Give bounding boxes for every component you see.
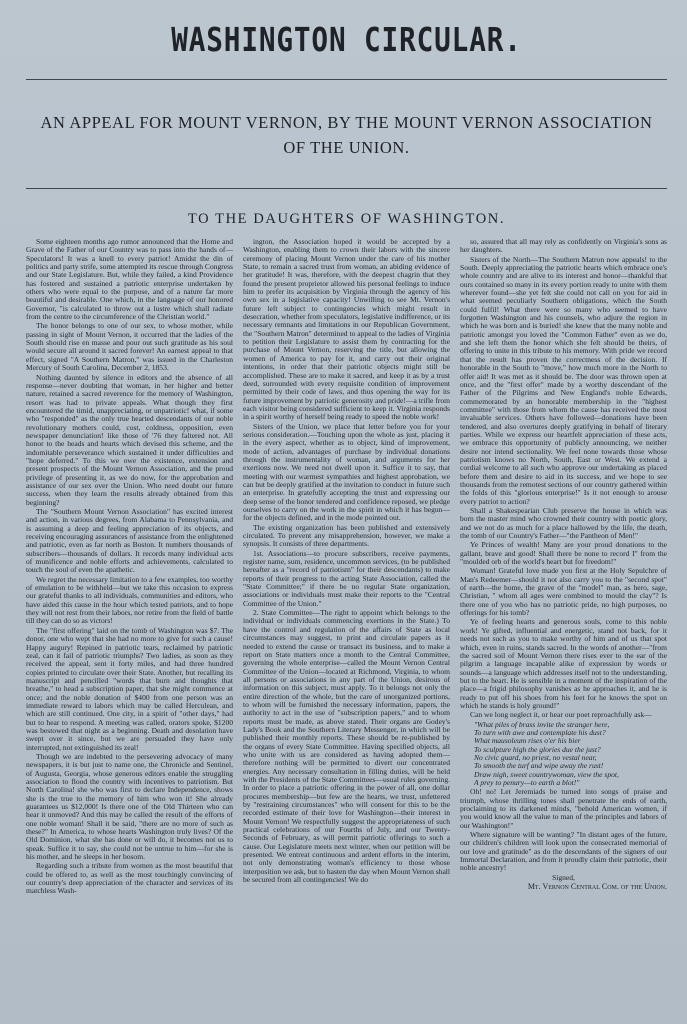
subtitle-line1: AN APPEAL FOR MOUNT VERNON, BY THE MOUNT VERNON ASSOCIATION	[40, 113, 653, 132]
signature: Mt. Vernon Central Com. of the Union.	[527, 882, 667, 892]
paragraph: "What piles of brass invite the stranger here, To turn with awe and contemplate his dust? What mausoleum rises o'er his bier To sculpture high the glories due the just? No civic guard, no priest, no vestal near, To smooth the turf and wipe away the rust! Draw nigh, sweet countrywoman, view the spot, A prey to penury—to earth a blot!"	[474, 719, 619, 787]
salutation: TO THE DAUGHTERS OF WASHINGTON.	[187, 211, 506, 227]
paragraph: Though we are indebted to the persevering advocacy of many newspapers, it is but just to name one, the Chronicle and Sentinel, of Augusta, Georgia, whose generous editors enable the struggling association to flood the country with incentives to patriotism. But North Carolina! she who was first to declare Independence, shows she is the true to the memory of him who won it! She already guarantees us $12,000! Is there one of the Old Thirteen who can hear it unmoved? And this may be called the result of the efforts of one noble woman! Shall it be said, "there are no more of such as these?" In America, to whose hearts Washington truly lives? Of the Old Dominion, what she has done or will do, it becomes not us to speak. Suffice it to say, she could not be untrue to him—for she is his mother, and he sleeps in her bosom.	[26, 751, 233, 862]
masthead-rule	[26, 79, 667, 80]
paragraph: Woman! Grateful love made you first at the Holy Sepulchre of Man's Redeemer—should it not also carry you to the "second spot" of earth—the home, the grave of the "model" man, as hero, sage, Christian, " whom all ages were combined to mould the clay"? Is there one of you who has no patriotic pride, no high purposes, no offerings for his tomb?	[460, 566, 667, 618]
column-3	[460, 238, 667, 897]
paragraph: Shall a Shakespearian Club preserve the house in which was born the master mind who crowned their country with poetic glory, and we not do as much for a place hallowed by the life, the death, the tomb of our Country's Father—"the Pantheon of Men!"	[460, 506, 667, 541]
paragraph: The honor belongs to one of our sex, to whose mother, while passing in sight of Mount Vernon, it occurred that the ladies of the South should rise en masse and pour out such gratitude as his soul would secure all around it sacred forever! An earnest appeal to that effect, signed "A Southern Matron," was issued in the Charleston Mercury of South Carolina, December 2, 1853.	[26, 321, 233, 373]
paragraph: Oh! no! Let Jeremiads be turned into songs of praise and triumph, whose thrilling tones shall penetrate the ends of earth, proclaiming to its darkened minds, "behold American women, if you would know all the value to man of the principles and labors of our Washington!"	[460, 787, 667, 830]
paragraph: 2. State Committee—The right to appoint which belongs to the individual or individuals commencing exertions in the State.) To have the control and regulation of the affairs of State as local circumstances may suggest, to print and circulate papers as it needed to extend the cause or transact its business, and to make a report on State matters once a month to the Central Committee, governing the whole enterprise—called the Mount Vernon Central Committee of the Union—located at Richmond, Virginia, to whom all persons or associations in any part of the Union, desirous of information on this subject, must apply. To it belongs not only the entire direction of the whole, but the care of unorganized portions, to whom will be furnished the necessary information, papers, the authority to act in the use of "subscription papers," and to whom reports must be made, as above stated. Their organs are Godey's Lady's Book and the Southern Literary Messenger, in which will be published their monthly reports. These should be re-published by the organs of every State Committee. Having specified objects, all who unite with us are considered as having adopted them—therefore nothing will be permitted to divert our concentrated energies. Any necessary consultation in filling duties, will be held with the Presidents of the State Committees—usual rules governing. In order to place a patriotic offering in the power of all, one dollar procures membership—but few are the hearts, we trust, unfettered by "restraining circumstances" who will consent for this to be the recorded estimate of their love for Washington—their interest in Mount Vernon! We respectfully suggest the appropriateness of such practical celebrations of our Fourths of July, and our Twenty-Seconds of February, as will permit patriotic offerings to such a cause. Our Legislature meets next winter, when our petition will be presented. We entreat continuous and ardent efforts in the interim, not only demonstrating woman's efficiency to those whose interposition we ask, but to hasten the day when Mount Vernon shall be secured from all contingencies! We do	[243, 608, 450, 885]
text-columns	[26, 238, 667, 897]
paragraph: Ye of feeling hearts and generous souls, come to this noble work! Ye gifted, influential and energetic, stand not back, for it needs not such as you to make worthy of him and of us that spot which, even in ruins, stands sacred. In the words of another—"from the sacred soil of Mount Vernon there rises ever to the ear of the pilgrim a language incapable alike of expression by words or sounds—a language which addresses itself not to the understanding, but to the heart. He is sensible in a moment of the inspiration of the place—a frigid philosophy vanishes as he approaches it, and he is ready to put off his shoes from his feet for he knows the spot on which he stands is holy ground!"	[460, 617, 667, 710]
paragraph: Sisters of the Union, we place that letter before you for your serious consideration.—Touching upon the whole as just, placing it in the every aspect, whether as to object, kind of improvement, mode of action, advantages of purchase by individual donations through the instrumentality of woman, and arguments for her exertions now. We need not dwell upon it. Suffice it to say, that meeting with our warmest sympathies and highest approbation, we can but be deeply gratified at the invitation to conduct in future such an enterprise. In gratefully accepting the trust and expressing our deep sense of the honor tendered and confidence reposed, we pledge ourselves to carry on the work in the spirit in which it has begun—for the objects defined, and in the mode pointed out.	[243, 421, 450, 523]
paragraph: Some eighteen months ago rumor announced that the Home and Grave of the Father of our Country was to pass into the hands of—Speculators! It was a knell to every patriot! Amidst the din of politics and party strife, some attempted its rescue through Congress and our State Legislature. But, while they failed, a kind Providence has fostered and sustained a patriotic enterprise undertaken by others who were equal to the purpose, and of a nature far more beautiful and desirable. One which, in the language of our honored Governor, "is calculated to throw out a lustre which shall radiate from the centre to the circumference of the Christian world."	[26, 237, 233, 322]
paragraph: Sisters of the North—The Southern Matron now appeals! to the South. Deeply appreciating the patriotic hearts which embrace one's whole country and are alive to its interest and honor—thankful that ours contained so many in its every portion ready to unite with them wherever found—she yet felt she could not call on you for aid in what seemed peculiarly Southern obligations, which the South could fulfil! What there were so many who seemed to have forgotten Washington and his counsels, who adjure the region in which he was born and is buried! she knew that the many noble and patriotic amongst you loved the "Common Father" even as we do, and she left them the honor which she felt should be theirs, of offering to unite in this tribute to his memory. With pride we record that the result has proven the correctness of the decision. If honorable in the South to "move," how much more in the North to offer aid! It was met as it should be. The door was thrown open at once, and the "first offer" made by a worthy descendant of the Father of the Pilgrims and New England's noble Edwards, commemorated by an honorable membership in the "highest committee" with those from whom the cause has received the most invaluable services. Others have followed—donations have been tendered, and also overtures deeply gratifying in behalf of literary parties. While we express our heartfelt appreciation of these acts, we embrace this opportunity of publicly announcing, we neither desire nor intend sectionality. We feel none towards those whose patriotism knows no North, South, East or West. We extend a cordial welcome to all such who approve our undertaking as placed before them and desire to aid in its success, and we hope to see thousands from the remotest sections of our country gathered within the folds of this "glorious enterprise!" Is it not enough to arouse every patriot to action?	[460, 254, 667, 506]
subtitle-line2: OF THE UNION.	[283, 138, 410, 157]
subtitle-rule	[26, 188, 667, 189]
subtitle	[36, 110, 657, 160]
paragraph: The existing organization has been published and extensively circulated. To prevent any misapprehension, however, we make a synopsis. It consists of three departments.	[243, 522, 450, 549]
paragraph: 1st. Associations—to procure subscribers, receive payments, register name, sum, residence, uncommon services, (to be published hereafter as a "record of patriotism" for their descendants) to make reports of their progress to the acting State Association, called the "State Committee;" if there be no regular State organization, associations or individuals must make their reports to the "Central Committee of the Union."	[243, 548, 450, 608]
paragraph: Where signature will be wanting? "In distant ages of the future, our children's children will look upon the consecrated memorial of our love and gratitude" as do the descendants of the signers of our Immortal Declaration, and from it proudly claim their patriotic, their noble ancestry!	[460, 830, 667, 873]
paragraph: We regret the necessary limitation to a few examples, too worthy of emulation to be withheld—but we take this occasion to express our grateful thanks to all individuals, communities and editors, who have aided this cause in the hour which tested patriots, and to hope they will not rest from their labors, nor retire from the field of battle till they can do so as victors!	[26, 574, 233, 626]
paragraph: Nothing daunted by silence in editors and the absence of all response—never doubting that woman, in her higher and better nature, retained a sacred reverence for the memory of Washington, resort was had to private appeals. What though they first encountered the timid, unappreciating, or unpatriotic! what, if some who "responded" as the only true hearted descendants of our noble revolutionary mothers could, cost, coldness, opposition, even newspaper denunciation! like those of '76 they faltered not. All honor to the heads and hearts which devised this scheme, and the indomitable perseverance which sustained it under difficulties and "hope deferred." To this we owe the existence, extension and present prospects of the Mount Vernon Association, and the proud privilege of presenting it, as we do now, for the approbation and assistance of our sex over the Union. Who need doubt our future success, when they learn the results already obtained from this beginning?	[26, 372, 233, 507]
paragraph: Signed,	[552, 872, 575, 882]
paragraph: ington, the Association hoped it would be accepted by a Washington, enabling them to crown their labors with the sincere ceremony of placing Mount Vernon under the care of his mother State, to remain a sacred trust from woman, an abiding evidence of her gratitude! It was, therefore, with the deepest chagrin that they found the present proprietor allowed his personal feelings to induce him to prefer its acquisition by Virginia through the agency of his own sex in a legislative capacity! Unwilling to see Mt. Vernon's future left subject to contingencies which might result in desecration, whether from speculators, legislative indifference, or its necessary remnants and limitations in our Republican Government, the "Southern Matron" determined to appeal to the ladies of Virginia to petition their Legislature to assist them by contracting for the purchase of Mount Vernon, reserving the title, but allowing the women of America to pay for it, and carry out their original intentions, in order that their patriotic objects might still be accomplished. These are to make it sacred, and keep it as by a trust deed, surrounded with every requisite condition of improvement permitted by their code of laws, and thus opening the way for its future improvement by patriotic generosity and pride!—a trifle from each visitor being considered sufficient to keep it. Virginia responds in a spirit worthy of herself being ready to speed the noble work!	[243, 237, 450, 422]
paragraph: Regarding such a tribute from women as the most beautiful that could be offered to, as well as the most touchingly convincing of our country's deep appreciation of the character and services of its matchless Wash-	[26, 861, 233, 896]
paragraph: Ye Princes of wealth! Many are your proud donations to the gallant, brave and good! Shall there be none to record I" from the "moulded orb of the world's heart but for freedom!"	[460, 540, 667, 567]
paragraph: Can we long neglect it, or hear our poet reproachfully ask—	[470, 710, 652, 720]
paragraph: so, assured that all may rely as confidently on Virginia's sons as her daughters.	[460, 237, 667, 255]
masthead: WASHINGTON CIRCULAR.	[171, 20, 522, 59]
column-2	[243, 238, 450, 897]
paragraph: The "Southern Mount Vernon Association" has excited interest and action, in various degrees, from Alabama to Pennsylvania, and is assuming a deep and feeling appreciation of its objects, and receiving encouraging assurances of assistance from the enlightened and patriotic, even as far north as Boston. It numbers thousands of subscribers—thousands of dollars. It records many individual acts of munificence and noble efforts and achievements, calculated to touch the soul of even the apathetic.	[26, 507, 233, 575]
column-1	[26, 238, 233, 897]
paragraph: The "first offering" laid on the tomb of Washington was $7. The donor, one who wept that she had no more to give for such a cause! Happy augury! Repined in patriotic tears, reclaimed by patriotic zeal, can it fail of patriotic triumphs? Two ladies, as soon as they received the appeal, sent it forty miles, and had three hundred copies printed to circulate over their State. Another, but recalling its manuscript and pencilled "words that burn and thoughts that breathe," to head a subscription paper, that she might commence at once; and the noble donation of $400 from one person was an immediate reward to labors which may be called Herculean, and which are still continued. One city, in a spirit of "other days," had but to hear to respond. A meeting was called, orators spoke, $1200 was bestowed that night as a beginning. Death and desolation have swept over it since, but we are persuaded they have only interrupted, not extinguished its zeal!	[26, 625, 233, 752]
